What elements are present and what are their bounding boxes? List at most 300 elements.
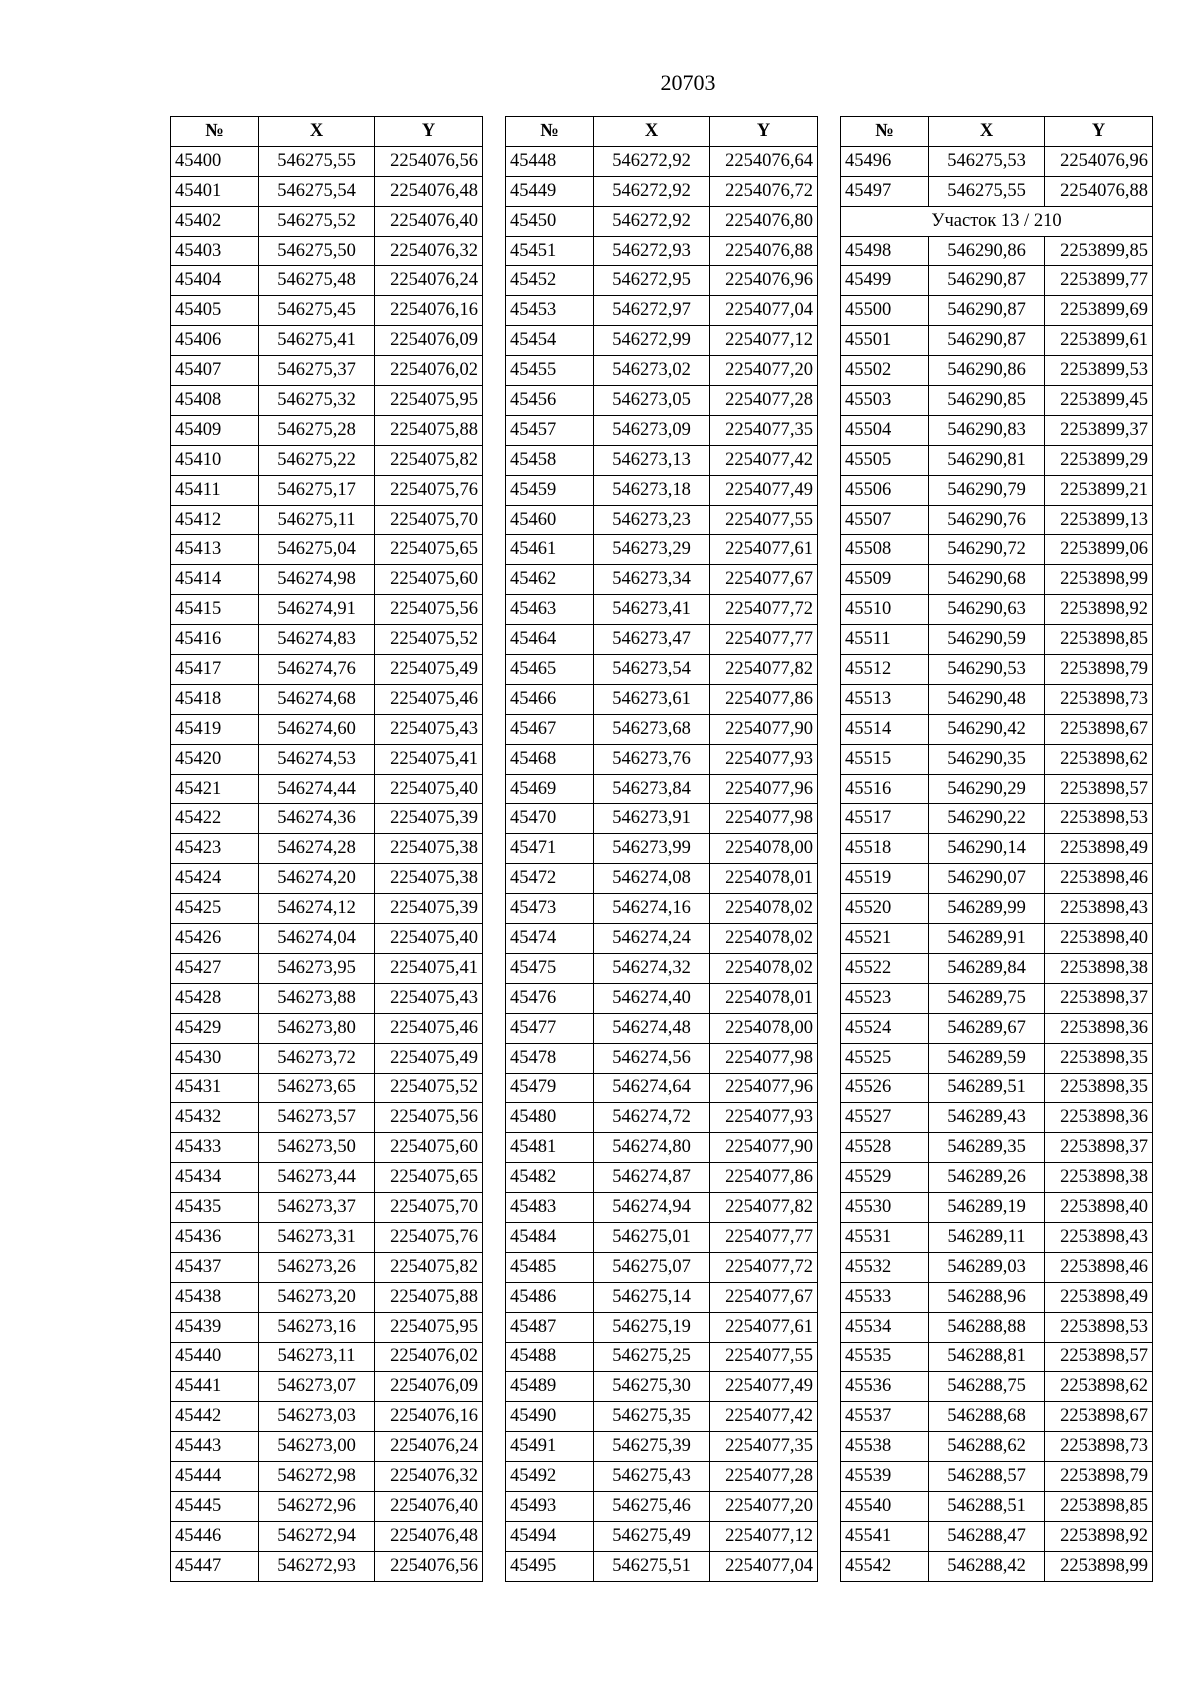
cell-number: 45540: [841, 1491, 929, 1521]
cell-y: 2254077,82: [710, 1193, 818, 1223]
cell-x: 546274,87: [594, 1163, 710, 1193]
cell-number: 45434: [171, 1163, 259, 1193]
cell-y: 2254076,96: [710, 266, 818, 296]
cell-number: 45485: [506, 1252, 594, 1282]
table-row: [841, 1252, 1153, 1282]
cell-y: 2253898,36: [1045, 1013, 1153, 1043]
table-row: [506, 1402, 818, 1432]
cell-x: 546273,16: [259, 1312, 375, 1342]
table-row: [841, 834, 1153, 864]
table-row: [171, 266, 483, 296]
cell-x: 546290,14: [929, 834, 1045, 864]
table-row: [171, 625, 483, 655]
table-row: [506, 505, 818, 535]
cell-x: 546272,92: [594, 146, 710, 176]
cell-number: 45444: [171, 1462, 259, 1492]
cell-y: 2254075,52: [375, 1073, 483, 1103]
table-row: [171, 834, 483, 864]
table-row: [171, 744, 483, 774]
cell-number: 45490: [506, 1402, 594, 1432]
table-row: [841, 1103, 1153, 1133]
table-row: [171, 774, 483, 804]
header-number: №: [841, 117, 929, 147]
coordinate-table-3: [840, 116, 1153, 1582]
cell-x: 546289,75: [929, 983, 1045, 1013]
table-row: [506, 595, 818, 625]
cell-number: 45530: [841, 1193, 929, 1223]
cell-number: 45405: [171, 296, 259, 326]
table-row: [506, 236, 818, 266]
table-row: [841, 1372, 1153, 1402]
cell-number: 45410: [171, 445, 259, 475]
cell-y: 2254076,09: [375, 1372, 483, 1402]
cell-y: 2253898,40: [1045, 924, 1153, 954]
table-row: [171, 1043, 483, 1073]
cell-number: 45469: [506, 774, 594, 804]
cell-y: 2254075,88: [375, 415, 483, 445]
cell-x: 546274,16: [594, 894, 710, 924]
table-row: [506, 625, 818, 655]
cell-y: 2253898,40: [1045, 1193, 1153, 1223]
cell-y: 2254077,96: [710, 774, 818, 804]
table-row: [171, 924, 483, 954]
cell-y: 2254075,49: [375, 655, 483, 685]
cell-x: 546275,01: [594, 1222, 710, 1252]
cell-number: 45456: [506, 386, 594, 416]
table-row: [506, 894, 818, 924]
cell-number: 45502: [841, 356, 929, 386]
cell-number: 45476: [506, 983, 594, 1013]
cell-x: 546273,57: [259, 1103, 375, 1133]
table-row: [506, 535, 818, 565]
cell-y: 2254077,77: [710, 625, 818, 655]
cell-y: 2254077,72: [710, 595, 818, 625]
cell-y: 2254075,39: [375, 894, 483, 924]
cell-y: 2253898,57: [1045, 774, 1153, 804]
cell-y: 2253898,46: [1045, 864, 1153, 894]
cell-x: 546275,14: [594, 1282, 710, 1312]
cell-y: 2253898,49: [1045, 834, 1153, 864]
cell-y: 2253899,53: [1045, 356, 1153, 386]
cell-x: 546272,98: [259, 1462, 375, 1492]
table-row: [506, 296, 818, 326]
table-row: [171, 655, 483, 685]
cell-y: 2254075,82: [375, 445, 483, 475]
cell-y: 2254077,67: [710, 1282, 818, 1312]
cell-x: 546273,65: [259, 1073, 375, 1103]
table-row: [506, 924, 818, 954]
cell-y: 2253898,43: [1045, 1222, 1153, 1252]
cell-number: 45432: [171, 1103, 259, 1133]
section-row: [841, 206, 1153, 236]
table-row: [506, 266, 818, 296]
table-row: [506, 475, 818, 505]
cell-x: 546272,95: [594, 266, 710, 296]
cell-y: 2254077,90: [710, 1133, 818, 1163]
cell-x: 546290,35: [929, 744, 1045, 774]
cell-x: 546275,37: [259, 356, 375, 386]
table-row: [841, 684, 1153, 714]
cell-y: 2254077,49: [710, 475, 818, 505]
cell-x: 546273,00: [259, 1432, 375, 1462]
cell-y: 2254078,02: [710, 924, 818, 954]
cell-number: 45440: [171, 1342, 259, 1372]
cell-y: 2254075,41: [375, 953, 483, 983]
cell-number: 45413: [171, 535, 259, 565]
cell-number: 45464: [506, 625, 594, 655]
cell-x: 546290,87: [929, 266, 1045, 296]
cell-x: 546275,49: [594, 1521, 710, 1551]
cell-number: 45422: [171, 804, 259, 834]
cell-x: 546274,04: [259, 924, 375, 954]
cell-x: 546275,04: [259, 535, 375, 565]
cell-y: 2253898,46: [1045, 1252, 1153, 1282]
cell-x: 546290,07: [929, 864, 1045, 894]
cell-number: 45510: [841, 595, 929, 625]
table-row: [841, 655, 1153, 685]
cell-y: 2254076,24: [375, 266, 483, 296]
table-row: [506, 655, 818, 685]
cell-number: 45467: [506, 714, 594, 744]
cell-y: 2254077,49: [710, 1372, 818, 1402]
cell-y: 2253898,43: [1045, 894, 1153, 924]
cell-x: 546289,84: [929, 953, 1045, 983]
cell-x: 546273,02: [594, 356, 710, 386]
cell-x: 546273,26: [259, 1252, 375, 1282]
cell-y: 2254075,65: [375, 1163, 483, 1193]
coordinate-table-1: [170, 116, 483, 1582]
table-row: [171, 475, 483, 505]
table-row: [841, 356, 1153, 386]
cell-x: 546273,76: [594, 744, 710, 774]
cell-number: 45521: [841, 924, 929, 954]
cell-number: 45451: [506, 236, 594, 266]
header-number: №: [171, 117, 259, 147]
table-row: [171, 1073, 483, 1103]
cell-x: 546288,75: [929, 1372, 1045, 1402]
table-row: [171, 1432, 483, 1462]
cell-x: 546273,99: [594, 834, 710, 864]
cell-y: 2254077,77: [710, 1222, 818, 1252]
cell-y: 2254077,93: [710, 744, 818, 774]
cell-x: 546275,30: [594, 1372, 710, 1402]
cell-number: 45513: [841, 684, 929, 714]
header-y: Y: [375, 117, 483, 147]
cell-number: 45407: [171, 356, 259, 386]
cell-x: 546274,24: [594, 924, 710, 954]
cell-number: 45524: [841, 1013, 929, 1043]
cell-number: 45455: [506, 356, 594, 386]
cell-y: 2253899,69: [1045, 296, 1153, 326]
table-row: [171, 296, 483, 326]
cell-y: 2254077,86: [710, 684, 818, 714]
table-row: [171, 1103, 483, 1133]
cell-y: 2253899,45: [1045, 386, 1153, 416]
table-row: [506, 714, 818, 744]
cell-x: 546274,32: [594, 953, 710, 983]
cell-y: 2253899,61: [1045, 326, 1153, 356]
table-row: [171, 894, 483, 924]
cell-number: 45481: [506, 1133, 594, 1163]
cell-y: 2253898,67: [1045, 714, 1153, 744]
cell-number: 45534: [841, 1312, 929, 1342]
cell-y: 2253898,37: [1045, 983, 1153, 1013]
table-row: [506, 953, 818, 983]
table-row: [506, 1462, 818, 1492]
cell-x: 546289,35: [929, 1133, 1045, 1163]
cell-x: 546288,96: [929, 1282, 1045, 1312]
cell-y: 2253899,29: [1045, 445, 1153, 475]
cell-y: 2254075,60: [375, 1133, 483, 1163]
cell-y: 2253898,79: [1045, 655, 1153, 685]
cell-y: 2254076,32: [375, 236, 483, 266]
cell-number: 45416: [171, 625, 259, 655]
table-row: [171, 1462, 483, 1492]
cell-x: 546290,72: [929, 535, 1045, 565]
table-row: [841, 146, 1153, 176]
cell-number: 45473: [506, 894, 594, 924]
cell-x: 546273,91: [594, 804, 710, 834]
cell-y: 2253898,62: [1045, 744, 1153, 774]
cell-y: 2253898,35: [1045, 1073, 1153, 1103]
cell-x: 546275,48: [259, 266, 375, 296]
cell-number: 45448: [506, 146, 594, 176]
cell-x: 546290,81: [929, 445, 1045, 475]
cell-x: 546275,53: [929, 146, 1045, 176]
cell-x: 546275,43: [594, 1462, 710, 1492]
cell-x: 546288,68: [929, 1402, 1045, 1432]
cell-number: 45443: [171, 1432, 259, 1462]
cell-y: 2253899,21: [1045, 475, 1153, 505]
cell-x: 546274,44: [259, 774, 375, 804]
table-row: [841, 864, 1153, 894]
cell-number: 45471: [506, 834, 594, 864]
cell-x: 546275,28: [259, 415, 375, 445]
cell-x: 546288,57: [929, 1462, 1045, 1492]
cell-x: 546275,54: [259, 176, 375, 206]
table-row: [506, 415, 818, 445]
cell-y: 2254077,35: [710, 1432, 818, 1462]
cell-x: 546288,47: [929, 1521, 1045, 1551]
cell-number: 45437: [171, 1252, 259, 1282]
cell-y: 2254075,41: [375, 744, 483, 774]
header-x: X: [594, 117, 710, 147]
table-row: [841, 924, 1153, 954]
table-row: [841, 445, 1153, 475]
table-row: [506, 1491, 818, 1521]
table-row: [506, 1342, 818, 1372]
cell-number: 45497: [841, 176, 929, 206]
cell-number: 45503: [841, 386, 929, 416]
cell-y: 2254076,32: [375, 1462, 483, 1492]
cell-y: 2254075,76: [375, 475, 483, 505]
table-row: [841, 744, 1153, 774]
cell-x: 546274,08: [594, 864, 710, 894]
cell-number: 45415: [171, 595, 259, 625]
cell-number: 45457: [506, 415, 594, 445]
cell-x: 546273,72: [259, 1043, 375, 1073]
cell-number: 45459: [506, 475, 594, 505]
cell-number: 45529: [841, 1163, 929, 1193]
table-row: [841, 296, 1153, 326]
table-row: [171, 1342, 483, 1372]
table-row: [506, 1013, 818, 1043]
cell-x: 546289,26: [929, 1163, 1045, 1193]
cell-number: 45435: [171, 1193, 259, 1223]
table-row: [171, 1521, 483, 1551]
cell-x: 546290,87: [929, 326, 1045, 356]
cell-y: 2253898,99: [1045, 1551, 1153, 1581]
table-row: [841, 415, 1153, 445]
cell-x: 546290,76: [929, 505, 1045, 535]
cell-number: 45460: [506, 505, 594, 535]
cell-number: 45409: [171, 415, 259, 445]
cell-x: 546289,67: [929, 1013, 1045, 1043]
cell-y: 2254075,40: [375, 924, 483, 954]
cell-y: 2253898,92: [1045, 595, 1153, 625]
cell-x: 546275,17: [259, 475, 375, 505]
header-row: [506, 117, 818, 147]
table-row: [171, 804, 483, 834]
cell-number: 45491: [506, 1432, 594, 1462]
cell-number: 45528: [841, 1133, 929, 1163]
cell-y: 2254076,88: [710, 236, 818, 266]
cell-number: 45501: [841, 326, 929, 356]
table-row: [506, 744, 818, 774]
cell-y: 2254075,39: [375, 804, 483, 834]
table-row: [171, 1282, 483, 1312]
cell-number: 45520: [841, 894, 929, 924]
cell-number: 45454: [506, 326, 594, 356]
cell-number: 45403: [171, 236, 259, 266]
cell-number: 45486: [506, 1282, 594, 1312]
cell-y: 2254077,72: [710, 1252, 818, 1282]
cell-x: 546272,96: [259, 1491, 375, 1521]
table-row: [841, 535, 1153, 565]
cell-y: 2254076,02: [375, 356, 483, 386]
table-row: [841, 1312, 1153, 1342]
cell-number: 45508: [841, 535, 929, 565]
table-row: [841, 714, 1153, 744]
table-row: [171, 326, 483, 356]
cell-x: 546273,61: [594, 684, 710, 714]
table-row: [171, 146, 483, 176]
cell-y: 2253899,37: [1045, 415, 1153, 445]
cell-number: 45446: [171, 1521, 259, 1551]
cell-y: 2254077,98: [710, 1043, 818, 1073]
cell-number: 45465: [506, 655, 594, 685]
cell-number: 45428: [171, 983, 259, 1013]
cell-y: 2254075,76: [375, 1222, 483, 1252]
cell-number: 45532: [841, 1252, 929, 1282]
cell-x: 546273,54: [594, 655, 710, 685]
cell-y: 2254076,80: [710, 206, 818, 236]
cell-x: 546272,99: [594, 326, 710, 356]
cell-number: 45515: [841, 744, 929, 774]
table-row: [841, 625, 1153, 655]
cell-y: 2253898,92: [1045, 1521, 1153, 1551]
cell-x: 546289,11: [929, 1222, 1045, 1252]
cell-number: 45492: [506, 1462, 594, 1492]
cell-number: 45538: [841, 1432, 929, 1462]
cell-number: 45512: [841, 655, 929, 685]
cell-y: 2254076,72: [710, 176, 818, 206]
table-row: [841, 894, 1153, 924]
table-row: [841, 1432, 1153, 1462]
cell-x: 546273,31: [259, 1222, 375, 1252]
table-row: [506, 684, 818, 714]
cell-x: 546274,94: [594, 1193, 710, 1223]
cell-x: 546272,93: [594, 236, 710, 266]
cell-x: 546273,03: [259, 1402, 375, 1432]
cell-y: 2254078,02: [710, 894, 818, 924]
cell-number: 45423: [171, 834, 259, 864]
cell-number: 45447: [171, 1551, 259, 1581]
cell-y: 2253898,73: [1045, 684, 1153, 714]
cell-y: 2253898,37: [1045, 1133, 1153, 1163]
cell-y: 2254077,04: [710, 296, 818, 326]
cell-y: 2254075,56: [375, 1103, 483, 1133]
table-row: [171, 1133, 483, 1163]
cell-x: 546274,53: [259, 744, 375, 774]
cell-x: 546273,47: [594, 625, 710, 655]
cell-x: 546289,03: [929, 1252, 1045, 1282]
table-row: [506, 1372, 818, 1402]
table-row: [171, 445, 483, 475]
cell-number: 45484: [506, 1222, 594, 1252]
cell-y: 2254075,40: [375, 774, 483, 804]
cell-y: 2253898,35: [1045, 1043, 1153, 1073]
table-row: [171, 505, 483, 535]
cell-x: 546275,52: [259, 206, 375, 236]
cell-y: 2254075,43: [375, 983, 483, 1013]
cell-number: 45477: [506, 1013, 594, 1043]
table-row: [171, 356, 483, 386]
cell-x: 546290,85: [929, 386, 1045, 416]
table-row: [841, 1551, 1153, 1581]
cell-x: 546289,51: [929, 1073, 1045, 1103]
cell-number: 45463: [506, 595, 594, 625]
cell-number: 45514: [841, 714, 929, 744]
table-row: [841, 1193, 1153, 1223]
table-row: [841, 983, 1153, 1013]
table-row: [841, 1521, 1153, 1551]
cell-y: 2254077,98: [710, 804, 818, 834]
cell-y: 2254077,28: [710, 386, 818, 416]
table-row: [506, 1193, 818, 1223]
cell-y: 2254077,04: [710, 1551, 818, 1581]
cell-y: 2253898,49: [1045, 1282, 1153, 1312]
cell-number: 45433: [171, 1133, 259, 1163]
cell-number: 45488: [506, 1342, 594, 1372]
cell-y: 2254076,48: [375, 176, 483, 206]
cell-x: 546275,41: [259, 326, 375, 356]
table-row: [506, 565, 818, 595]
table-row: [171, 1252, 483, 1282]
cell-x: 546273,44: [259, 1163, 375, 1193]
cell-y: 2254076,96: [1045, 146, 1153, 176]
cell-number: 45462: [506, 565, 594, 595]
table-row: [506, 1133, 818, 1163]
cell-y: 2254077,20: [710, 1491, 818, 1521]
table-row: [171, 1013, 483, 1043]
cell-number: 45487: [506, 1312, 594, 1342]
cell-y: 2253898,79: [1045, 1462, 1153, 1492]
cell-y: 2254075,38: [375, 834, 483, 864]
cell-number: 45493: [506, 1491, 594, 1521]
cell-y: 2254077,93: [710, 1103, 818, 1133]
cell-x: 546272,94: [259, 1521, 375, 1551]
